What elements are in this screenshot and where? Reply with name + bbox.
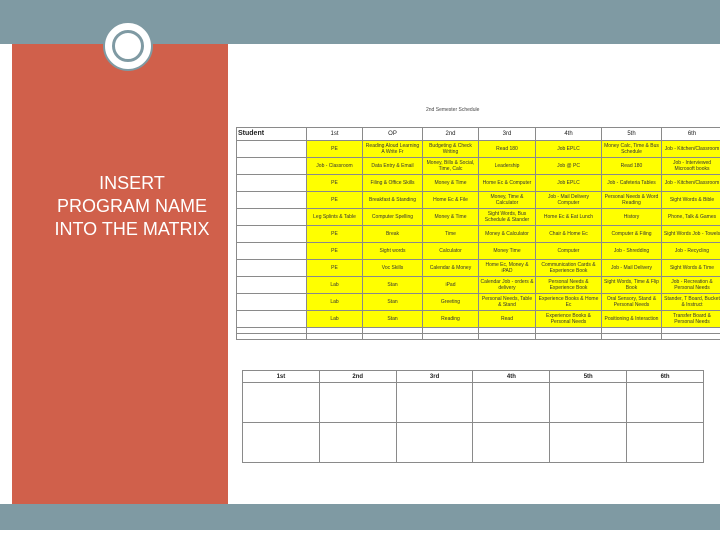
schedule-cell: Lab [307,311,363,328]
schedule-cell: Job @ PC [536,158,602,175]
slide-title: INSERT PROGRAM NAME INTO THE MATRIX [54,173,210,239]
schedule-cell: Job - Kitchen/Classroom [662,141,720,158]
table-row [237,192,720,209]
student-cell [237,175,307,192]
schedule-cell: PE [307,141,363,158]
schedule-cell: Job - Recreation & Personal Needs [662,277,720,294]
schedule-cell: Job - Classroom [307,158,363,175]
schedule-cell: Personal Needs & Experience Book [536,277,602,294]
schedule-cell: Voc Skills [363,260,423,277]
schedule-cell: PE [307,260,363,277]
bottom-cell [396,383,473,423]
schedule-cell: Sight Words, Bus Schedule & Stander [479,209,536,226]
schedule-cell: Money & Calculator [479,226,536,243]
schedule-cell: Home Ec & File [423,192,479,209]
bottom-header: 5th [550,371,627,383]
schedule-cell: Stan [363,294,423,311]
student-cell [237,158,307,175]
blank-cell [307,334,363,340]
schedule-cell: Breakfast & Standing [363,192,423,209]
schedule-document [236,107,720,447]
schedule-cell: Oral Sensory, Stand & Personal Needs [602,294,662,311]
schedule-cell: Sight Words Job - Towels [662,226,720,243]
blank-cell [423,334,479,340]
bottom-cell [627,423,704,463]
schedule-cell: Calendar Job - orders & delivery [479,277,536,294]
schedule-cell: Stan [363,311,423,328]
schedule-cell: Money Calc, Time & Bus Schedule [602,141,662,158]
bottom-header: 6th [627,371,704,383]
table-row [237,209,720,226]
schedule-cell: Lab [307,277,363,294]
student-cell [237,141,307,158]
schedule-cell: Read 180 [602,158,662,175]
schedule-cell: Reading [423,311,479,328]
schedule-cell: iPad [423,277,479,294]
schedule-cell: Sight Words, Time & Flip Book [602,277,662,294]
schedule-cell: Money & Time [423,209,479,226]
schedule-cell: History [602,209,662,226]
blank-cell [363,334,423,340]
bottom-header: 1st [243,371,320,383]
schedule-cell: Job - Mail Delivery Computer [536,192,602,209]
schedule-cell: Computer Spelling [363,209,423,226]
blank-cell [662,334,720,340]
schedule-cell: Break [363,226,423,243]
schedule-cell: PE [307,175,363,192]
blank-cell [536,334,602,340]
student-cell [237,209,307,226]
blank-row [237,334,720,340]
blank-cell [479,334,536,340]
schedule-cell: Home Ec & Computer [479,175,536,192]
table-row [237,260,720,277]
period-header: 2nd [423,128,479,141]
schedule-cell: Phone, Talk & Games [662,209,720,226]
table-row [237,158,720,175]
schedule-cell: Data Entry & Email [363,158,423,175]
bottom-cell [473,423,550,463]
schedule-cell: Job - Recycling [662,243,720,260]
schedule-cell: Sight words [363,243,423,260]
schedule-cell: Positioning & Interaction [602,311,662,328]
schedule-cell: Personal Needs, Table & Stand [479,294,536,311]
schedule-cell: Money Time [479,243,536,260]
student-cell [237,260,307,277]
table-row [237,243,720,260]
bottom-cell [396,423,473,463]
bottom-header: 2nd [319,371,396,383]
schedule-table [236,127,720,340]
schedule-cell: Read 180 [479,141,536,158]
schedule-cell: Lab [307,294,363,311]
student-header: Student [237,128,307,141]
schedule-cell: Sight Words & Bible [662,192,720,209]
schedule-cell: Money, Bills & Social, Time, Calc [423,158,479,175]
blank-cell [602,334,662,340]
student-cell [237,192,307,209]
table-row [237,277,720,294]
bottom-cell [550,423,627,463]
bottom-cell [243,423,320,463]
student-cell [237,243,307,260]
schedule-title: 2nd Semester Schedule [426,107,480,113]
schedule-cell: Chair & Home Ec [536,226,602,243]
schedule-cell: Job EPLC [536,141,602,158]
period-header: 3rd [479,128,536,141]
student-cell [237,226,307,243]
bottom-header: 4th [473,371,550,383]
table-row [237,294,720,311]
table-row [237,311,720,328]
schedule-cell: Experience Books & Personal Needs [536,311,602,328]
blank-cell [237,334,307,340]
schedule-cell: Stan [363,277,423,294]
schedule-cell: Experience Books & Home Ec [536,294,602,311]
period-header: 4th [536,128,602,141]
circle-logo-icon [103,21,153,71]
schedule-cell: Transfer Board & Personal Needs [662,311,720,328]
schedule-cell: Money & Time [423,175,479,192]
schedule-cell: Computer [536,243,602,260]
schedule-cell: Calendar & Money [423,260,479,277]
schedule-cell: Job - Kitchen/Classroom [662,175,720,192]
schedule-cell: Stander, T Board, Bucket & Instruct [662,294,720,311]
schedule-cell: Home Ec & Eat Lunch [536,209,602,226]
schedule-cell: PE [307,192,363,209]
schedule-cell: PE [307,226,363,243]
schedule-cell: Filing & Office Skills [363,175,423,192]
schedule-cell: Communication Cards & Experience Book [536,260,602,277]
bottom-header: 3rd [396,371,473,383]
bottom-cell [319,383,396,423]
schedule-cell: PE [307,243,363,260]
student-cell [237,294,307,311]
title-panel [12,44,228,504]
bottom-cell [550,383,627,423]
schedule-cell: Time [423,226,479,243]
schedule-cell: Personal Needs & Word Reading [602,192,662,209]
bottom-cell [627,383,704,423]
schedule-cell: Calculator [423,243,479,260]
schedule-cell: Computer & Filing [602,226,662,243]
schedule-cell: Leadership [479,158,536,175]
table-row [237,141,720,158]
bottom-grid [242,370,704,463]
period-header: 5th [602,128,662,141]
schedule-cell: Job - Interviewed Microsoft books [662,158,720,175]
schedule-cell: Reading Aloud Learning A Write Fr [363,141,423,158]
student-cell [237,277,307,294]
schedule-cell: Read [479,311,536,328]
table-row [237,226,720,243]
schedule-cell: Job - Cafeteria Tables [602,175,662,192]
schedule-cell: Job - Shredding [602,243,662,260]
schedule-cell: Job EPLC [536,175,602,192]
bottom-cell [243,383,320,423]
student-cell [237,311,307,328]
schedule-cell: Job - Mail Delivery [602,260,662,277]
schedule-cell: Home Ec, Money & iPAD [479,260,536,277]
table-row [237,175,720,192]
schedule-cell: Leg Splints & Table [307,209,363,226]
schedule-cell: Budgeting & Check Writing [423,141,479,158]
bottom-cell [473,383,550,423]
bottom-cell [319,423,396,463]
schedule-cell: Sight Words & Time [662,260,720,277]
period-header: 6th [662,128,720,141]
schedule-cell: Money, Time & Calculator [479,192,536,209]
bottom-bar [0,504,720,530]
schedule-cell: Greeting [423,294,479,311]
period-header: OP [363,128,423,141]
period-header: 1st [307,128,363,141]
